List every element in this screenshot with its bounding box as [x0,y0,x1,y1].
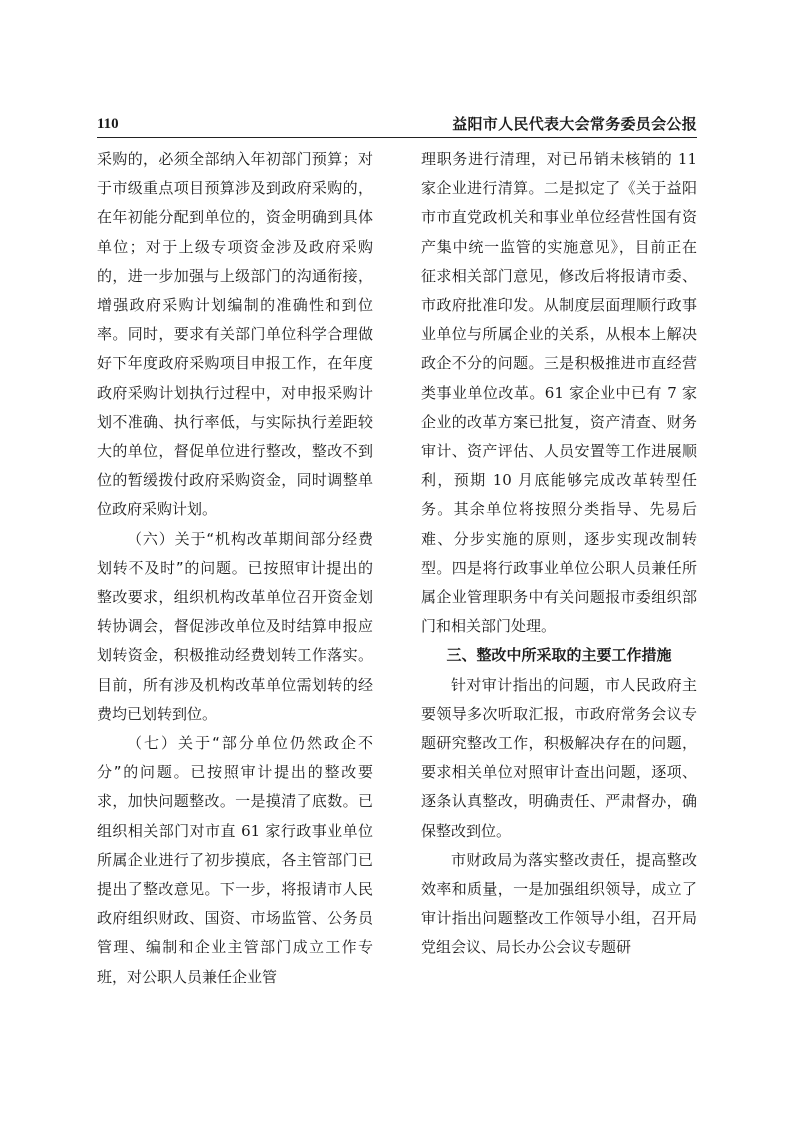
paragraph-procurement-continued: 采购的，必须全部纳入年初部门预算；对于市级重点项目预算涉及到政府采购的，在年初能分配到单位的，资金明确到具体单位；对于上级专项资金涉及政府采购的，进一步加强与上级部门的沟通衔接，增强政府采购计划编制的准确性和到位率。同时，要求有关部门单位科学合理做好下年度政府采购项目申报工作，在年度政府采购计划执行过程中，对申报采购计划不准确、执行率低，与实际执行差距较大的单位，督促单位进行整改，整改不到位的暂缓拨付政府采购资金，同时调整单位政府采购计划。 [97,150,373,519]
header-rule [97,137,697,138]
paragraph-leadership: 针对审计指出的问题，市人民政府主要领导多次听取汇报，市政府常务会议专题研究整改工作，积极解决存在的问题，要求相关单位对照审计查出问题，逐项、逐条认真整改，明确责任、严肃督办，确保整改到位。 [421,675,697,840]
item-six-heading: （六）关于“机构改革期间部分经费划转不及时”的问题。 [97,529,373,577]
page-number: 110 [97,116,119,132]
item-six-body: 已按照审计提出的整改要求，组织机构改革单位召开资金划转协调会，督促涉改单位及时结算申报应划转资金，积极推动经费划转工作落实。目前，所有涉及机构改革单位需划转的经费均已划转到位。 [97,558,373,723]
right-column [421,145,697,963]
left-column [97,145,373,992]
journal-title: 益阳市人民代表大会常务委员会公报 [452,115,697,133]
paragraph-item-seven-continued: 理职务进行清理，对已吊销未核销的 11 家企业进行清算。二是拟定了《关于益阳市市直党政机关和事业单位经营性国有资产集中统一监管的实施意见》，目前正在征求相关部门意见，修改后将报请市委、市政府批准印发。从制度层面理顺行政事业单位与所属企业的关系，从根本上解决政企不分的问题。三是积极推进市直经营类事业单位改革。61 家企业中已有 7 家企业的改革方案已批复，资产清查、财务审计、资产评估、人员安置等工作进展顺利，预期 10 月底能够完成改革转型任务。其余单位将按照分类指导、先易后难、分步实施的原则，逐步实现改制转型。四是将行政事业单位公职人员兼任所属企业管理职务中有关问题报市委组织部门和相关部门处理。 [421,150,697,636]
paragraph-item-seven [97,729,373,992]
item-seven-heading: （七）关于“部分单位仍然政企不分”的问题。 [97,734,373,782]
item-seven-body: 已按照审计提出的整改要求，加快问题整改。一是摸清了底数。已组织相关部门对市直 61 家行政事业单位所属企业进行了初步摸底，各主管部门已提出了整改意见。下一步，将报请市人民政府组织财政、国资、市场监管、公务员管理、编制和企业主管部门成立工作专班，对公职人员兼任企业管 [97,763,373,986]
section-heading: 三、整改中所采取的主要工作措施 [446,646,672,665]
paragraph-finance-bureau: 市财政局为落实整改责任，提高整改效率和质量，一是加强组织领导，成立了审计指出问题整改工作领导小组，召开局党组会议、局长办公会议专题研 [421,850,697,957]
paragraph-item-six [97,525,373,729]
page-header [97,114,697,136]
